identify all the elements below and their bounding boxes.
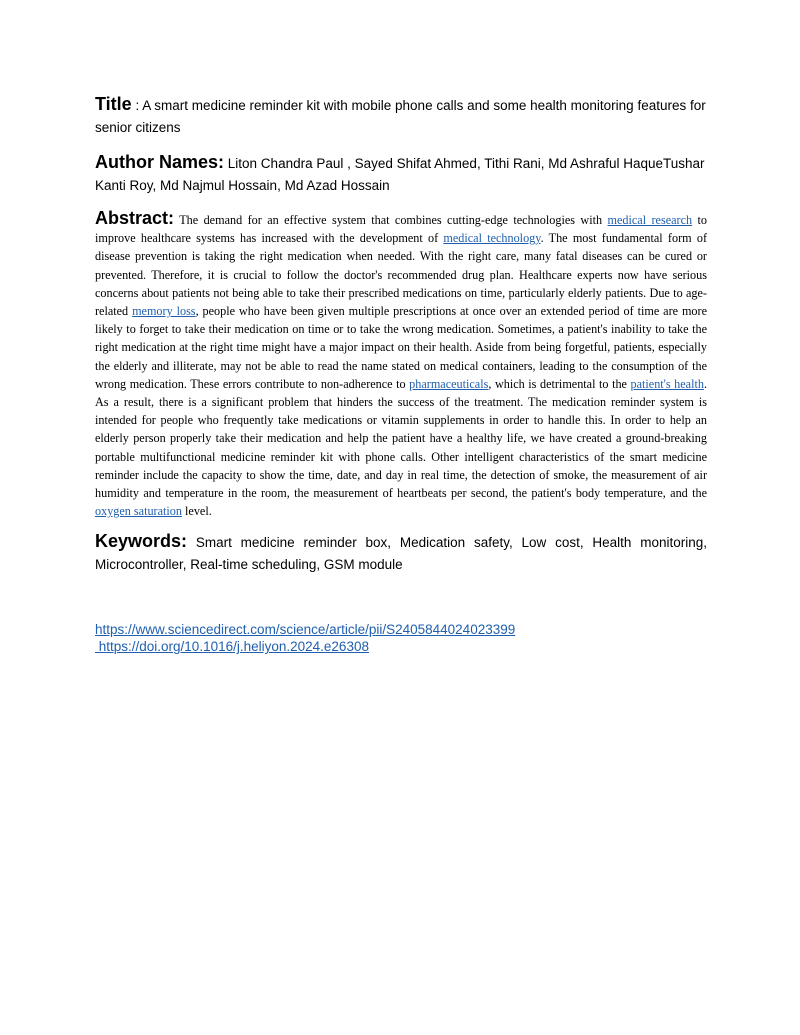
title-text: A smart medicine reminder kit with mobile phone calls and some health monitoring features for senior citizens: [95, 98, 706, 135]
title-block: [95, 93, 707, 139]
keywords-block: [95, 530, 707, 576]
document-page: [95, 93, 707, 655]
keywords-text: Smart medicine reminder box, Medication safety, Low cost, Health monitoring, Microcontroller, Real-time scheduling, GSM module: [95, 535, 707, 573]
authors-text: Liton Chandra Paul , Sayed Shifat Ahmed, Tithi Rani, Md Ashraful HaqueTushar Kanti Roy, Md Najmul Hossain, Md Azad Hossain: [95, 156, 705, 193]
abstract-text-5: , which is detrimental to the: [488, 376, 631, 391]
link-patients-health[interactable]: patient's health: [630, 376, 704, 391]
abstract-block: [95, 209, 707, 520]
links-block: [95, 621, 707, 655]
doi-link[interactable]: https://doi.org/10.1016/j.heliyon.2024.e26308: [95, 639, 369, 655]
abstract-text-7: level.: [182, 504, 212, 519]
title-label: Title: [95, 94, 132, 114]
abstract-text-6: . As a result, there is a significant problem that hinders the success of the treatment. The medication reminder system is intended for people who frequently take medications or vitamin supplements in order to handle this. In order to help an elderly person properly take their medication and help the patient have a healthy life, we have created a ground-breaking portable multifunctional medicine reminder kit with phone calls. Other intelligent characteristics of the smart medicine reminder include the capacity to show the time, date, and day in real time, the detection of smoke, the measurement of air humidity and temperature in the room, the measurement of heartbeats per second, the patient's body temperature, and the: [95, 376, 707, 501]
title-separator: :: [131, 98, 143, 113]
abstract-text-3: . The most fundamental form of disease prevention is taking the right medication when needed. With the right care, many fatal diseases can be cured or prevented. Therefore, it is crucial to follow the doctor's recommended drug plan. Healthcare experts now have serious concerns about patients not being able to take their prescribed medications on time, particularly elderly patients. Due to age-related: [95, 231, 708, 319]
abstract-label: Abstract:: [95, 208, 175, 228]
authors-block: [95, 151, 707, 197]
abstract-text-4: , people who have been given multiple prescriptions at once over an extended period of time are more likely to forget to take their medication on time or to take the wrong medication. Sometimes, a patient's inability to take the right medication at the right time might have a major impact on their health. Aside from being forgetful, patients, especially the elderly and illiterate, may not be able to read the name stated on medical containers, leading to the consumption of the wrong medication. These errors contribute to non-adherence to: [95, 304, 707, 391]
link-medical-research[interactable]: medical research: [607, 213, 693, 227]
link-pharmaceuticals[interactable]: pharmaceuticals: [409, 376, 489, 391]
sciencedirect-link[interactable]: https://www.sciencedirect.com/science/article/pii/S2405844024023399: [95, 622, 516, 638]
abstract-text-1: The demand for an effective system that combines cutting-edge technologies with: [174, 213, 608, 227]
link-memory-loss[interactable]: memory loss: [132, 304, 196, 319]
keywords-label: Keywords:: [95, 531, 188, 552]
link-oxygen-saturation[interactable]: oxygen saturation: [95, 504, 182, 519]
authors-label: Author Names:: [95, 152, 225, 172]
link-medical-technology[interactable]: medical technology: [443, 231, 541, 246]
abstract-text-2: to improve healthcare systems has increased with the development of: [95, 213, 707, 246]
